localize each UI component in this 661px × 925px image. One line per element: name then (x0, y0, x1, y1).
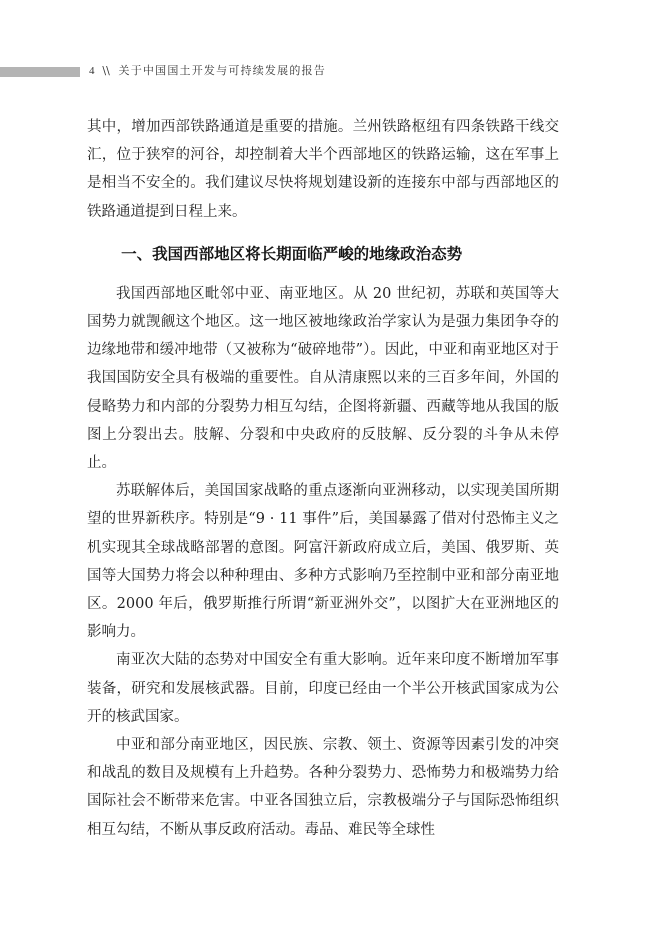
body-paragraph-1: 我国西部地区毗邻中亚、南亚地区。从 20 世纪初，苏联和英国等大国势力就觊觎这个地区。这一地区被地缘政治学家认为是强力集团争夺的边缘地带和缓冲地带（又被称为“破碎地带”）。因此，中亚和南亚地区对于我国国防安全具有极端的重要性。自从清康熙以来的三百多年间，外国的侵略势力和内部的分裂势力相互勾结，企图将新疆、西藏等地从我国的版图上分裂出去。肢解、分裂和中央政府的反肢解、反分裂的斗争从未停止。 (87, 285, 559, 472)
page-number: 4 (89, 65, 96, 77)
header-title: 关于中国国土开发与可持续发展的报告 (118, 64, 326, 77)
body-paragraph-3: 南亚次大陆的态势对中国安全有重大影响。近年来印度不断增加军事装备，研究和发展核武器。目前，印度已经由一个半公开核武国家成为公开的核武国家。 (87, 652, 559, 725)
header-rule-bar (0, 67, 80, 77)
header-separator: \\ (102, 64, 110, 77)
body-paragraph-4: 中亚和部分南亚地区，因民族、宗教、领土、资源等因素引发的冲突和战乱的数目及规模有上升趋势。各种分裂势力、恐怖势力和极端势力给国际社会不断带来危害。中亚各国独立后，宗教极端分子与国际恐怖组织相互勾结，不断从事反政府活动。毒品、难民等全球性 (87, 737, 559, 838)
running-header (89, 63, 326, 79)
body-paragraph-2: 苏联解体后，美国国家战略的重点逐渐向亚洲移动，以实现美国所期望的世界新秩序。特别是“9 · 11 事件”后，美国暴露了借对付恐怖主义之机实现其全球战略部署的意图。阿富汗新政府成立后，美国、俄罗斯、英国等大国势力将会以种种理由、多种方式影响乃至控制中亚和部分南亚地区。2000 年后，俄罗斯推行所谓“新亚洲外交”，以图扩大在亚洲地区的影响力。 (87, 483, 559, 641)
page-body (87, 113, 559, 844)
intro-paragraph: 其中，增加西部铁路通道是重要的措施。兰州铁路枢纽有四条铁路干线交汇，位于狭窄的河谷，却控制着大半个西部地区的铁路运输，这在军事上是相当不安全的。我们建议尽快将规划建设新的连接东中部与西部地区的铁路通道提到日程上来。 (87, 119, 559, 220)
section-heading: 一、我国西部地区将长期面临严峻的地缘政治态势 (121, 244, 463, 263)
